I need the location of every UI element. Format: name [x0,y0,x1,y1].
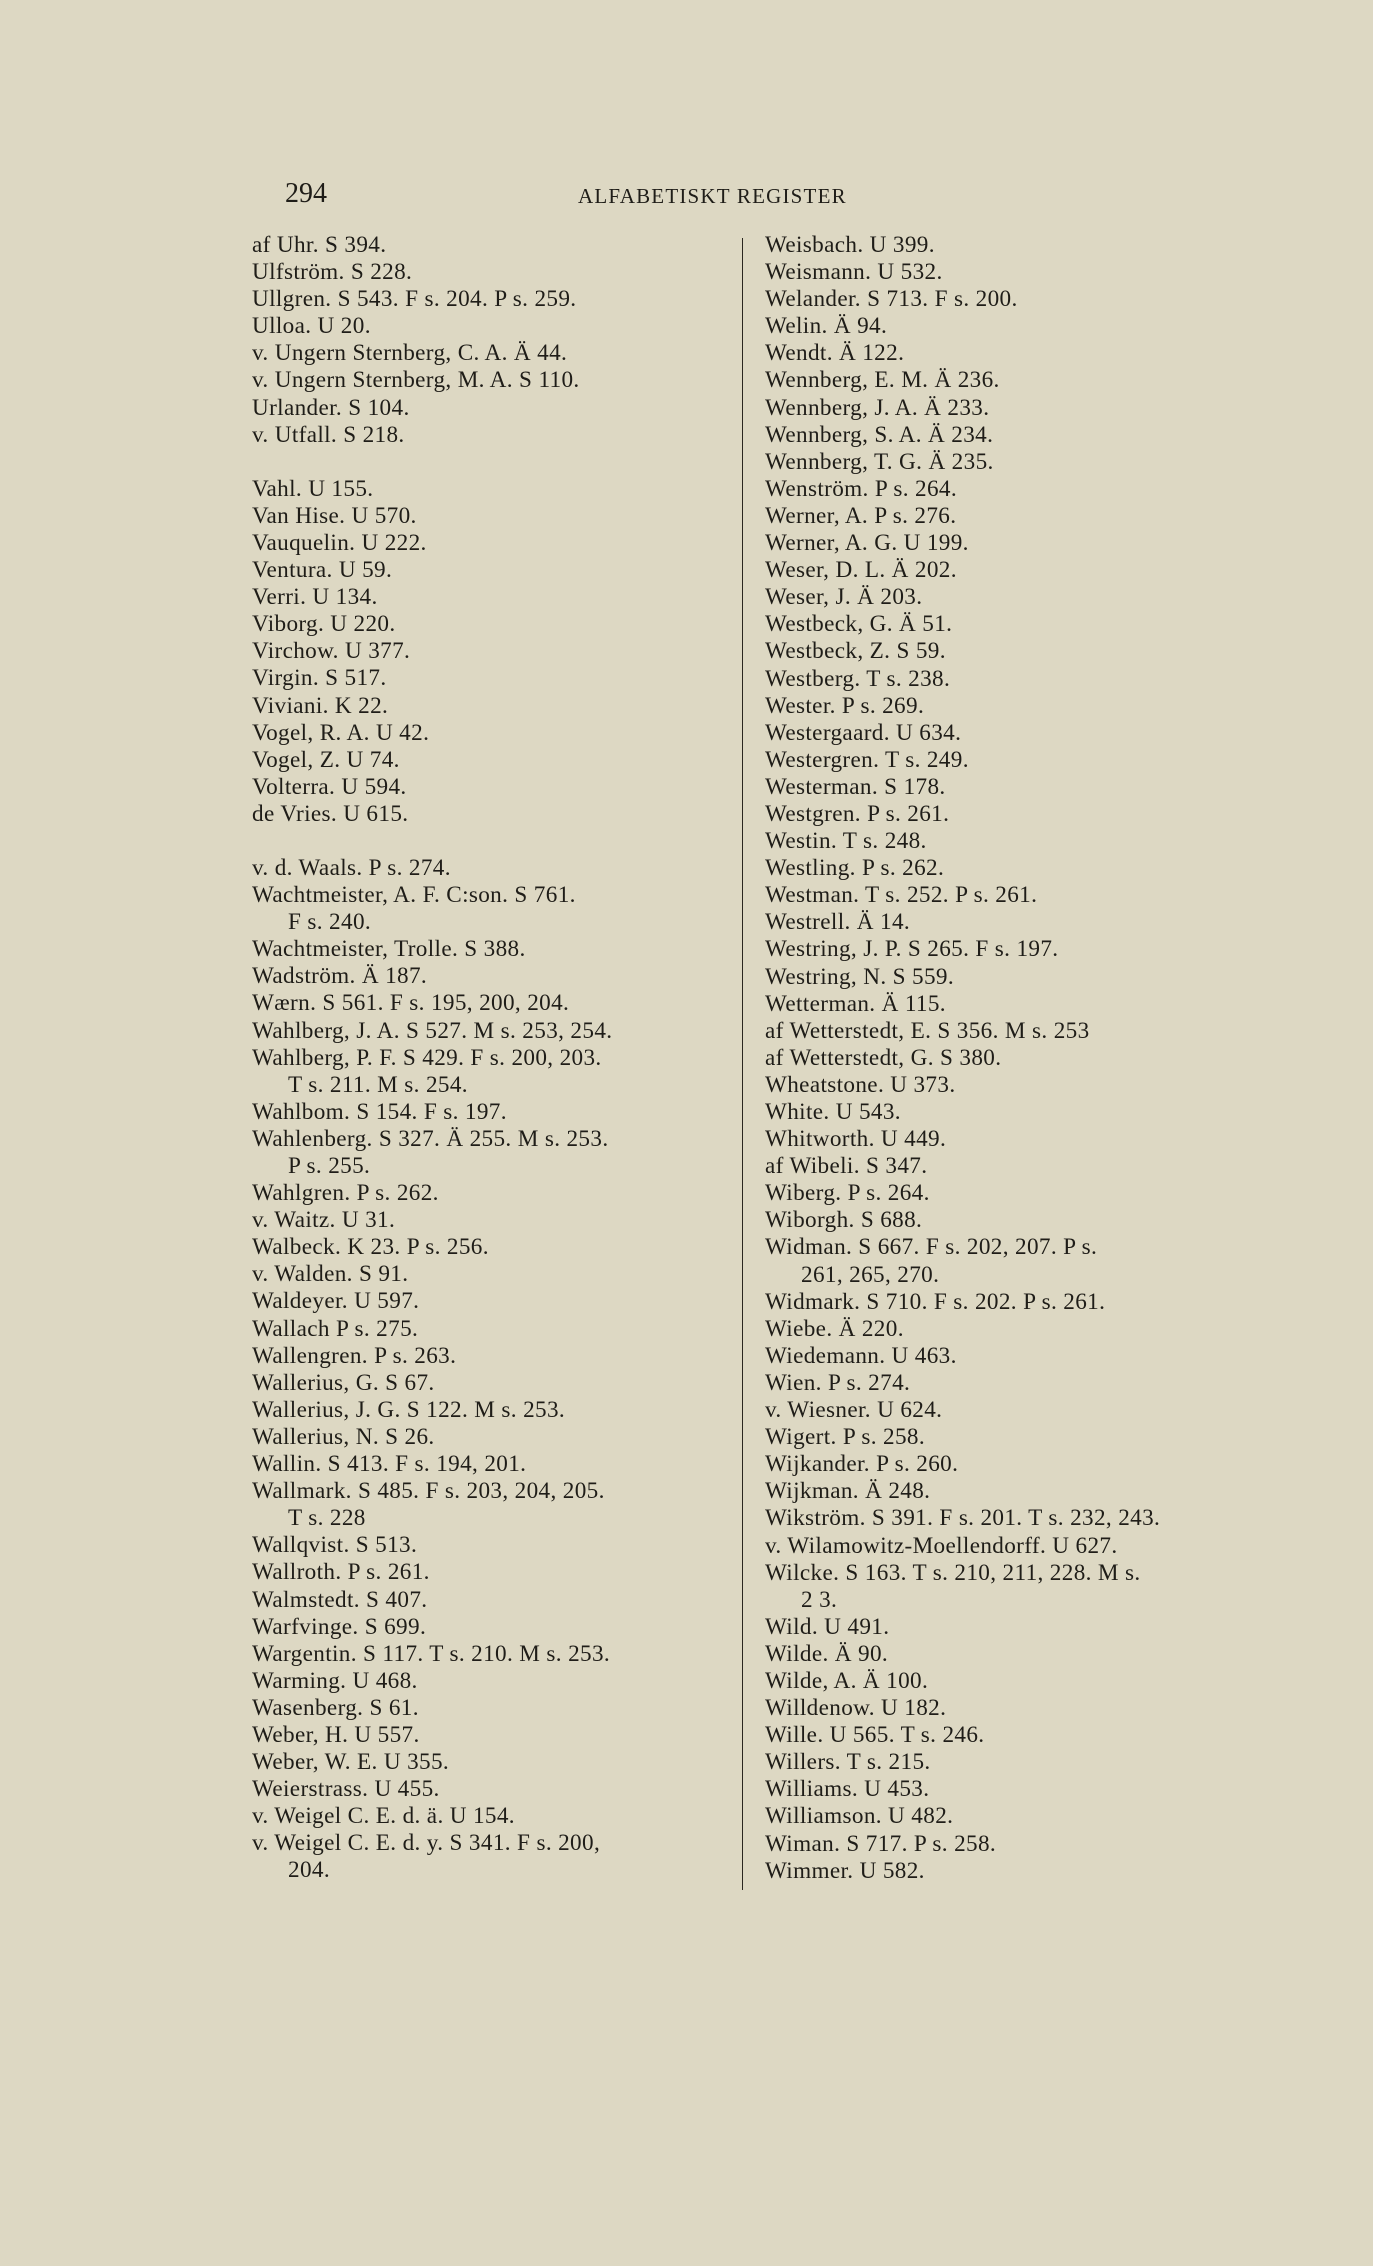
index-entry: Walmstedt. S 407. [252,1586,428,1613]
index-entry: v. Walden. S 91. [252,1261,409,1288]
section-gap [252,828,742,855]
index-entry: Widman. S 667. F s. 202, 207. P s. [765,1234,1098,1261]
index-entry: Westman. T s. 252. P s. 261. [765,882,1038,909]
index-entry: Vogel, R. A. U 42. [252,719,430,746]
index-entry: Widmark. S 710. F s. 202. P s. 261. [765,1288,1106,1315]
index-entry: Wien. P s. 274. [765,1369,911,1396]
index-entry: Wahlgren. P s. 262. [252,1180,439,1207]
index-entry: v. Wilamowitz-Moellendorff. U 627. [765,1532,1118,1559]
index-entry: Welin. Ä 94. [765,313,888,340]
index-entry: af Wibeli. S 347. [765,1153,928,1180]
index-entry: v. Ungern Sternberg, C. A. Ä 44. [252,340,568,367]
index-entry: Wallerius, J. G. S 122. M s. 253. [252,1396,566,1423]
index-entry: v. Wiesner. U 624. [765,1397,943,1424]
index-entry: Wiedemann. U 463. [765,1342,957,1369]
index-entry: Willdenow. U 182. [765,1695,947,1722]
index-entry: v. Weigel C. E. d. ä. U 154. [252,1803,515,1830]
index-entry: Warming. U 468. [252,1667,418,1694]
index-entry: Wijkman. Ä 248. [765,1478,931,1505]
index-entry: Wennberg, T. G. Ä 235. [765,448,994,475]
index-entry: Verri. U 134. [252,584,378,611]
index-entry: Weierstrass. U 455. [252,1776,440,1803]
index-entry: Whitworth. U 449. [765,1126,947,1153]
index-entry: Wachtmeister, A. F. C:son. S 761. [252,882,576,909]
index-entry: Wiman. S 717. P s. 258. [765,1830,997,1857]
index-entry: v. Weigel C. E. d. y. S 341. F s. 200, [252,1830,601,1857]
index-entry: Wenström. P s. 264. [765,475,958,502]
index-entry: Westring, N. S 559. [765,963,954,990]
index-entry: Wallerius, N. S 26. [252,1423,435,1450]
index-entry: Willers. T s. 215. [765,1749,931,1776]
index-entry: Wikström. S 391. F s. 201. T s. 232, 243. [765,1505,1161,1532]
index-entry: Westrell. Ä 14. [765,909,911,936]
index-entry: Virchow. U 377. [252,638,411,665]
index-entry: Westberg. T s. 238. [765,665,951,692]
index-entry: Wallmark. S 485. F s. 203, 204, 205. [252,1478,605,1505]
index-entry-continuation: F s. 240. [288,909,372,936]
index-entry: Westgren. P s. 261. [765,800,950,827]
index-entry: Viborg. U 220. [252,611,396,638]
index-entry: Weber, W. E. U 355. [252,1749,450,1776]
index-entry: Weisbach. U 399. [765,232,935,258]
index-entry: Wahlberg, P. F. S 429. F s. 200, 203. [252,1044,602,1071]
index-entry: White. U 543. [765,1099,901,1125]
index-entry: v. Ungern Sternberg, M. A. S 110. [252,367,580,394]
section-gap [252,449,742,476]
index-entry: Wilde, A. Ä 100. [765,1667,929,1694]
index-entry: Wærn. S 561. F s. 195, 200, 204. [252,990,570,1017]
index-entry: Weber, H. U 557. [252,1721,420,1748]
index-entry: Vahl. U 155. [252,475,374,502]
index-column-left [252,232,742,1885]
index-entry: Westergaard. U 634. [765,719,962,746]
index-entry: Viviani. K 22. [252,692,389,719]
index-entry: Ulloa. U 20. [252,313,371,340]
index-entry: Wahlberg, J. A. S 527. M s. 253, 254. [252,1017,613,1044]
page-number: 294 [285,178,327,209]
index-entry: Walbeck. K 23. P s. 256. [252,1234,489,1261]
index-entry: Wester. P s. 269. [765,692,925,719]
index-entry: Wadström. Ä 187. [252,963,428,990]
index-entry: Weser, J. Ä 203. [765,584,923,611]
index-entry: Wargentin. S 117. T s. 210. M s. 253. [252,1640,611,1667]
column-divider [742,238,743,1890]
index-entry: Wallerius, G. S 67. [252,1369,435,1396]
index-entry: Wallin. S 413. F s. 194, 201. [252,1451,527,1478]
index-entry: Van Hise. U 570. [252,502,417,529]
index-entry: Wimmer. U 582. [765,1857,925,1884]
index-entry: Virgin. S 517. [252,665,387,692]
running-title: ALFABETISKT REGISTER [578,184,847,208]
index-entry: Ventura. U 59. [252,557,393,584]
index-entry: Vogel, Z. U 74. [252,746,400,773]
index-entry: v. Utfall. S 218. [252,421,405,448]
index-entry: Wennberg, J. A. Ä 233. [765,394,990,421]
index-entry: Wigert. P s. 258. [765,1424,926,1451]
index-entry-continuation: 2 3. [801,1586,838,1613]
index-entry: Warfvinge. S 699. [252,1613,427,1640]
index-entry: Wetterman. Ä 115. [765,990,946,1017]
index-entry: de Vries. U 615. [252,800,409,827]
index-entry: Wille. U 565. T s. 246. [765,1722,985,1749]
index-entry: Westbeck, Z. S 59. [765,638,946,665]
index-entry: Westerman. S 178. [765,773,946,800]
index-entry: Waldeyer. U 597. [252,1288,420,1315]
index-entry: Wilde. Ä 90. [765,1640,889,1667]
index-entry: Westergren. T s. 249. [765,746,969,773]
index-column-right [765,232,1265,1885]
index-entry-continuation: T s. 211. M s. 254. [288,1071,468,1098]
index-entry: Wiberg. P s. 264. [765,1180,930,1207]
index-entry-continuation: T s. 228 [288,1505,366,1532]
index-entry: Welander. S 713. F s. 200. [765,286,1018,313]
index-entry: Vauquelin. U 222. [252,529,427,556]
index-entry: Wallroth. P s. 261. [252,1559,430,1586]
index-entry: Weismann. U 532. [765,259,943,286]
index-entry: Wijkander. P s. 260. [765,1451,959,1478]
index-entry: af Wetterstedt, E. S 356. M s. 253 [765,1017,1090,1044]
index-entry: v. d. Waals. P s. 274. [252,854,451,881]
index-entry: Wachtmeister, Trolle. S 388. [252,936,526,963]
index-entry: Wennberg, S. A. Ä 234. [765,421,994,448]
index-entry: Wilcke. S 163. T s. 210, 211, 228. M s. [765,1559,1141,1586]
index-entry: Wallqvist. S 513. [252,1532,418,1559]
index-entry: Wallach P s. 275. [252,1315,419,1342]
index-entry: Werner, A. P s. 276. [765,502,957,529]
index-entry: Westling. P s. 262. [765,855,945,882]
index-entry: Wahlenberg. S 327. Ä 255. M s. 253. [252,1125,609,1152]
index-entry: Ulfström. S 228. [252,259,413,286]
index-entry: Wasenberg. S 61. [252,1694,419,1721]
index-entry: Wild. U 491. [765,1613,890,1640]
index-entry-continuation: 204. [288,1857,330,1884]
index-entry: Westin. T s. 248. [765,828,927,855]
index-entry: Urlander. S 104. [252,394,410,421]
index-entry: Williams. U 453. [765,1776,930,1803]
index-entry: Volterra. U 594. [252,773,407,800]
index-entry-continuation: 261, 265, 270. [801,1261,940,1288]
index-entry: af Uhr. S 394. [252,232,387,258]
index-entry: Westring, J. P. S 265. F s. 197. [765,936,1059,963]
index-entry: Wiborgh. S 688. [765,1207,923,1234]
index-entry: Wiebe. Ä 220. [765,1315,904,1342]
index-entry-continuation: P s. 255. [288,1153,371,1179]
index-entry: Weser, D. L. Ä 202. [765,557,957,584]
index-entry: Wennberg, E. M. Ä 236. [765,367,1000,394]
index-entry: af Wetterstedt, G. S 380. [765,1044,1002,1071]
index-entry: Wahlbom. S 154. F s. 197. [252,1098,507,1125]
index-entry: Westbeck, G. Ä 51. [765,611,953,638]
index-entry: Ullgren. S 543. F s. 204. P s. 259. [252,286,577,313]
index-entry: Williamson. U 482. [765,1803,954,1830]
index-entry: Wendt. Ä 122. [765,340,905,367]
index-entry: v. Waitz. U 31. [252,1207,396,1234]
index-entry: Wheatstone. U 373. [765,1071,956,1098]
page-header [0,178,1373,218]
index-entry: Werner, A. G. U 199. [765,530,969,557]
index-entry: Wallengren. P s. 263. [252,1342,457,1369]
